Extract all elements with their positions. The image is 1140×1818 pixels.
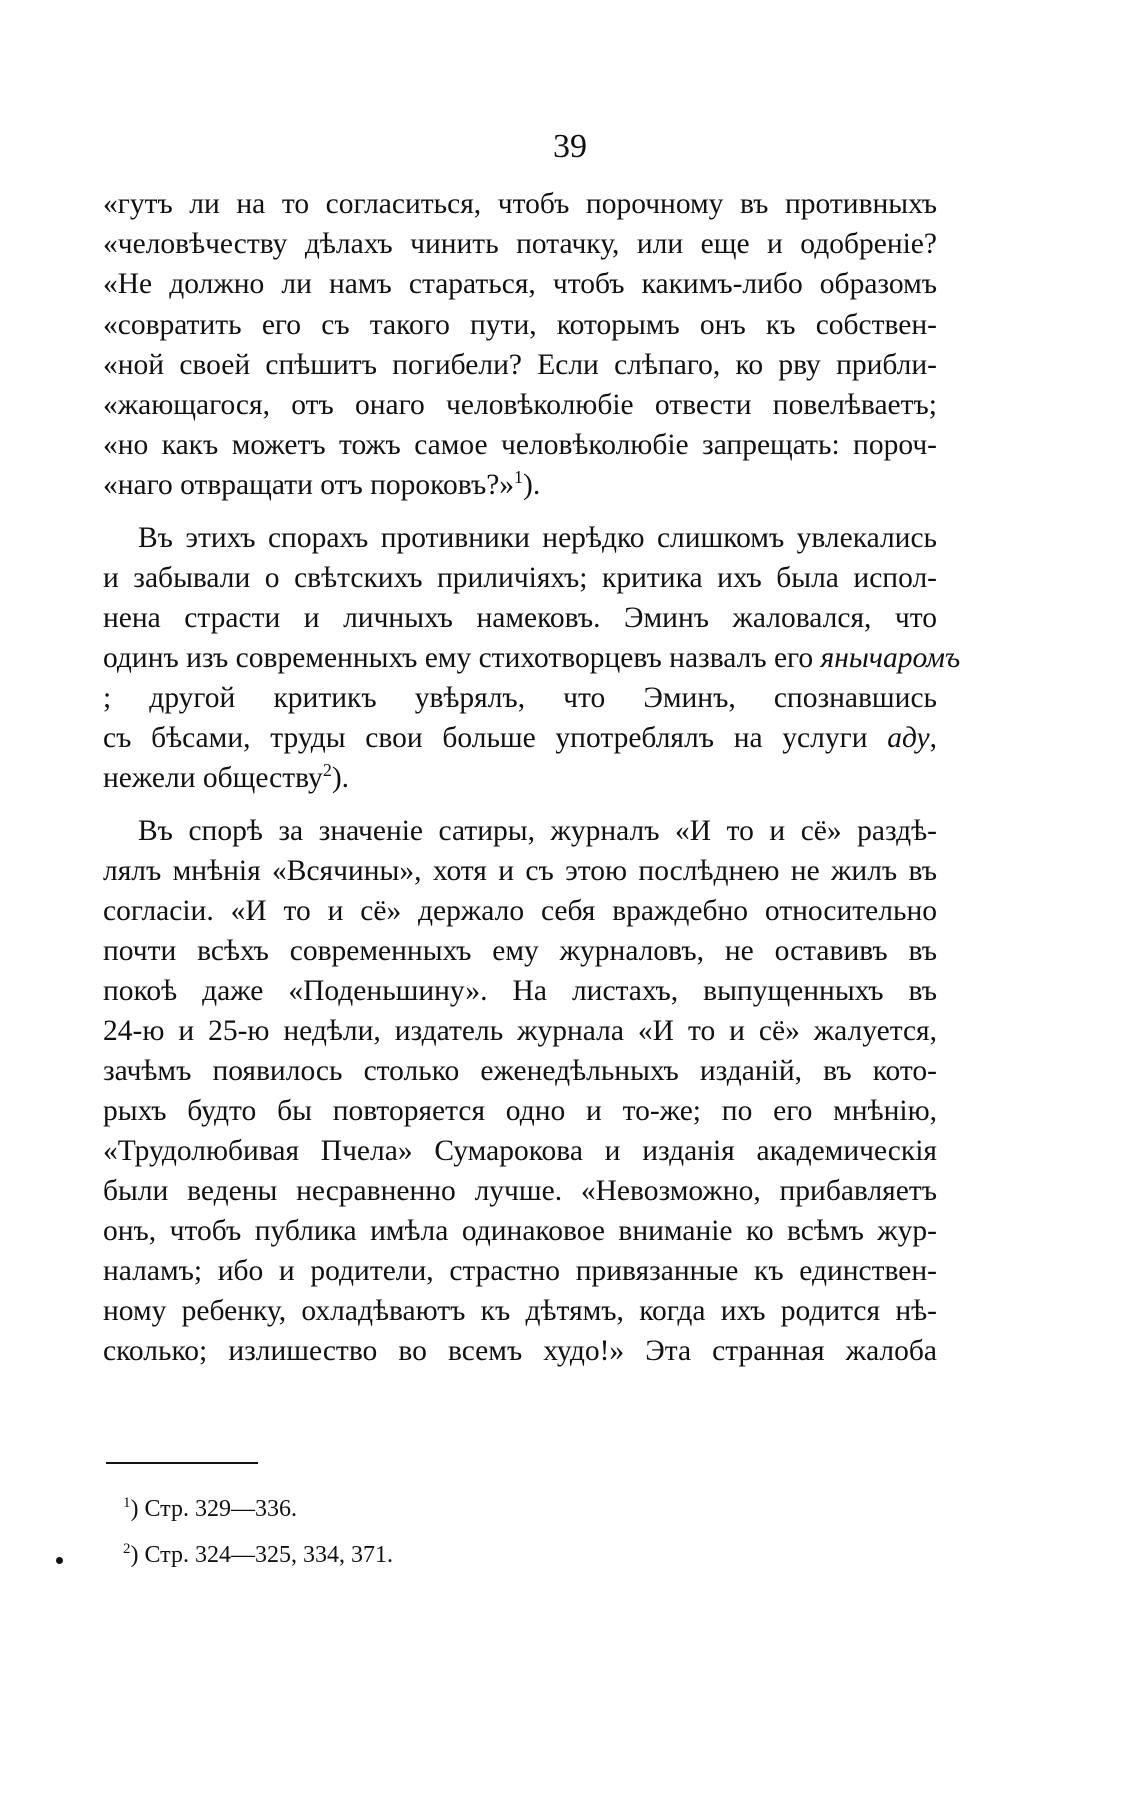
line-text: ; другой критикъ увѣрялъ, что Эминъ, спознавшись bbox=[103, 682, 937, 714]
text-line bbox=[103, 465, 937, 525]
line-text: ному ребенку, охладѣваютъ къ дѣтямъ, когда ихъ родится нѣ- bbox=[103, 1295, 937, 1327]
line-text: и забывали о свѣтскихъ приличіяхъ; критика ихъ была испол- bbox=[103, 562, 937, 594]
ink-speck bbox=[56, 1557, 63, 1564]
footnote-ref: 2 bbox=[322, 760, 332, 781]
line-text: были ведены несравненно лучше. «Невозможно, прибавляетъ bbox=[103, 1175, 937, 1207]
line-text: 24-ю и 25-ю недѣли, издатель журнала «И то и сё» жалуется, bbox=[103, 1015, 937, 1047]
line-text: зачѣмъ появилось столько еженедѣльныхъ изданій, въ кото- bbox=[103, 1055, 937, 1087]
line-text: Въ спорѣ за значеніе сатиры, журналъ «И то и сё» раздѣ- bbox=[138, 815, 937, 847]
line-text: лялъ мнѣнія «Всячины», хотя и съ этою послѣднею не жилъ въ bbox=[103, 855, 937, 887]
footnote-mark: 1 bbox=[123, 1495, 131, 1511]
text-line bbox=[103, 758, 937, 818]
italic-word: янычаромъ bbox=[820, 642, 961, 674]
footnote-mark: 2 bbox=[123, 1541, 131, 1557]
line-text: покоѣ даже «Поденьшину». На листахъ, выпущенныхъ въ bbox=[103, 975, 937, 1007]
line-text: «ной своей спѣшитъ погибели? Если слѣпаго, ко рву прибли- bbox=[103, 349, 937, 381]
line-text: сколько; излишество во всемъ худо!» Эта странная жалоба bbox=[103, 1335, 937, 1367]
closing-paren: ). bbox=[523, 469, 541, 501]
footnote-ref: 1 bbox=[514, 467, 524, 488]
text-line bbox=[103, 1331, 937, 1391]
page-number: 39 bbox=[553, 128, 587, 165]
line-text: «жающагося, отъ онаго человѣколюбіе отвести повелѣваетъ; bbox=[103, 389, 937, 421]
line-text: наламъ; ибо и родители, страстно привязанные къ единствен- bbox=[103, 1255, 937, 1287]
footnote-text: ) Стр. 329—336. bbox=[130, 1496, 297, 1522]
line-text: «наго отвращати отъ пороковъ?» bbox=[103, 469, 515, 501]
line-text: «совратить его съ такого пути, которымъ онъ къ собствен- bbox=[103, 309, 937, 341]
line-text: «Не должно ли намъ стараться, чтобъ какимъ-либо образомъ bbox=[103, 268, 937, 300]
line-text: «но какъ можетъ тожъ самое человѣколюбіе запрещать: пороч- bbox=[103, 429, 937, 461]
italic-word: аду bbox=[887, 722, 930, 754]
line-text: , bbox=[929, 722, 937, 754]
line-text: одинъ изъ современныхъ ему стихотворцевъ назвалъ его bbox=[103, 642, 814, 674]
line-text: почти всѣхъ современныхъ ему журналовъ, не оставивъ въ bbox=[103, 935, 937, 967]
line-text: съ бѣсами, труды свои больше употреблялъ на услуги bbox=[103, 722, 868, 754]
line-text: нена страсти и личныхъ намековъ. Эминъ жаловался, что bbox=[103, 602, 937, 634]
line-text: Въ этихъ спорахъ противники нерѣдко слишкомъ увлекались bbox=[138, 522, 937, 554]
line-text: онъ, чтобъ публика имѣла одинаковое вниманіе ко всѣмъ жур- bbox=[103, 1215, 937, 1247]
line-text: «Трудолюбивая Пчела» Сумарокова и изданія академическія bbox=[103, 1135, 937, 1167]
line-text: «гутъ ли на то согласиться, чтобъ порочному въ противныхъ bbox=[103, 188, 937, 220]
line-text: «человѣчеству дѣлахъ чинить потачку, или еще и одобреніе? bbox=[103, 228, 937, 260]
footnote-2 bbox=[123, 1540, 393, 1570]
line-text: согласіи. «И то и сё» держало себя враждебно относительно bbox=[103, 895, 937, 927]
line-text: нежели обществу bbox=[103, 762, 323, 794]
closing-paren: ). bbox=[331, 762, 350, 794]
line-text: рыхъ будто бы повторяется одно и то-же; по его мнѣнію, bbox=[103, 1095, 937, 1127]
footnote-divider bbox=[106, 1462, 258, 1464]
footnote-1 bbox=[123, 1494, 297, 1524]
footnote-text: ) Стр. 324—325, 334, 371. bbox=[130, 1542, 393, 1568]
